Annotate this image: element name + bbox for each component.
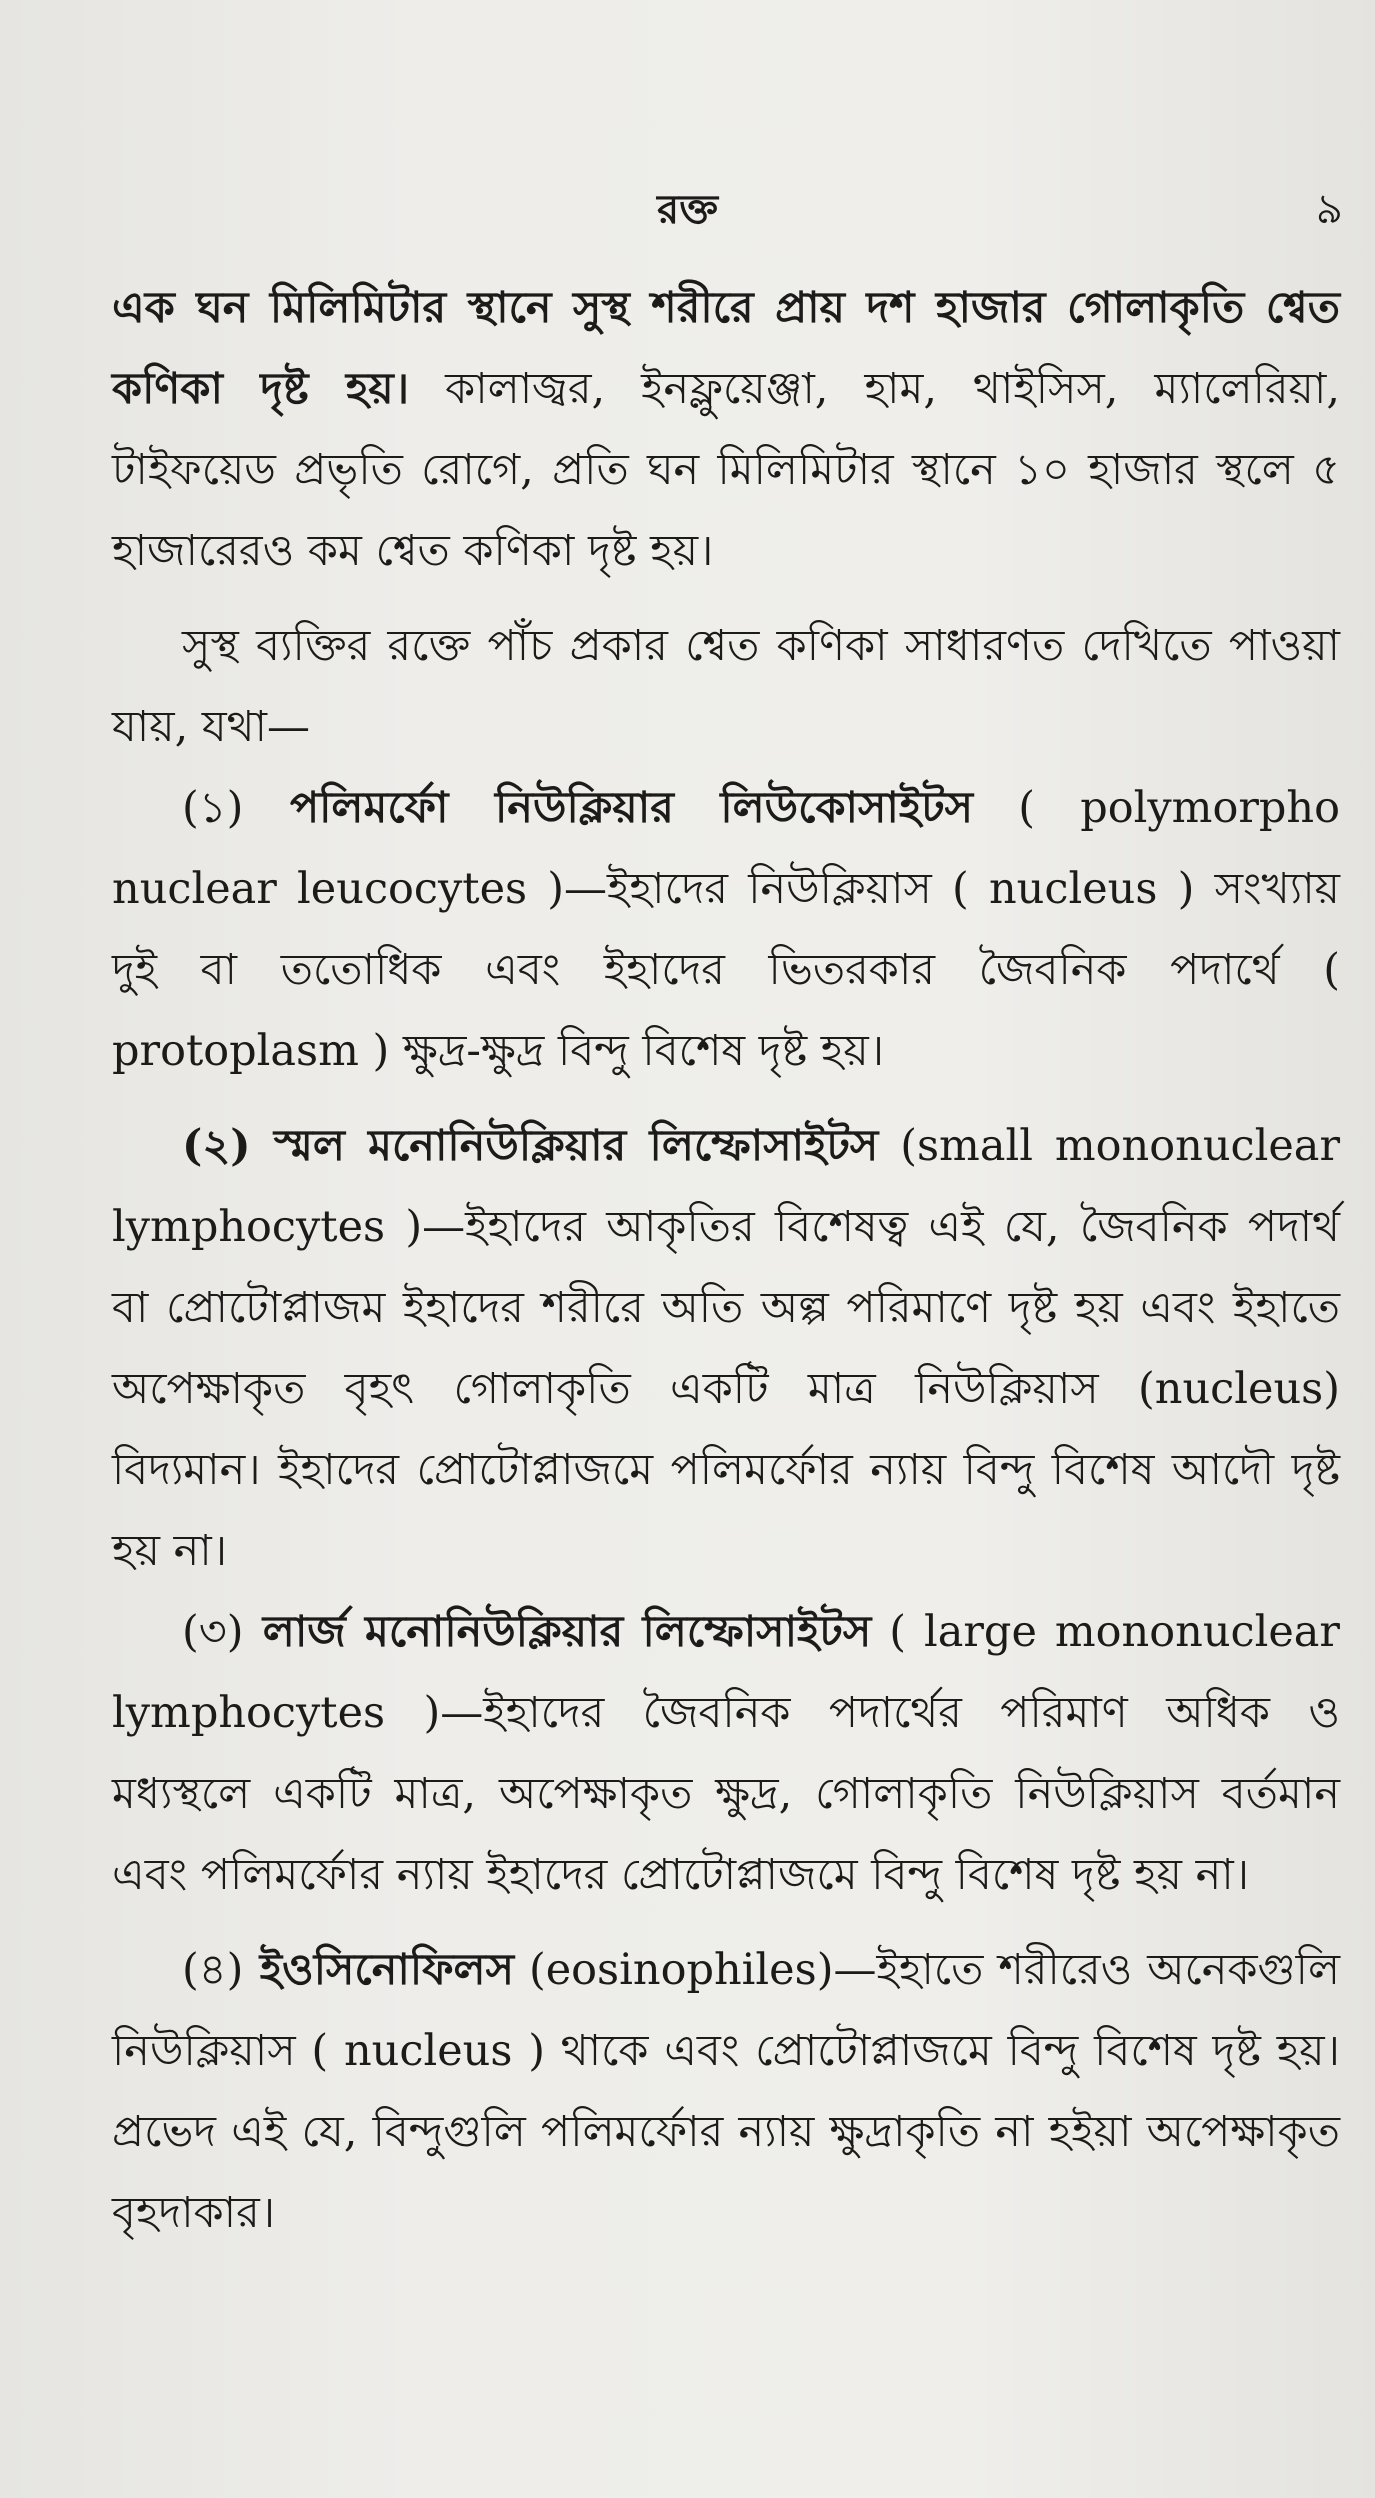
paragraph-3-number: (১)	[182, 783, 244, 833]
paragraph-4-heading: স্মল মনোনিউক্লিয়ার লিম্ফোসাইটস	[250, 1121, 879, 1171]
running-header-title: রক্ত	[657, 186, 718, 233]
paragraph-3-heading: পলিমর্ফো নিউক্লিয়ার লিউকোসাইটস	[243, 783, 974, 833]
paragraph-3	[112, 768, 1340, 1092]
page-number: ৯	[1315, 184, 1343, 233]
paragraph-5	[112, 1592, 1340, 1916]
page-body	[112, 268, 1340, 2254]
paragraph-5-heading: লার্জ মনোনিউক্লিয়ার লিম্ফোসাইটস	[243, 1607, 872, 1657]
paragraph-4-number: (২)	[182, 1121, 251, 1171]
paragraph-3-text: ( polymorpho nuclear leucocytes )—ইহাদের নিউক্লিয়াস ( nucleus ) সংখ্যায় দুই বা ততোধিক এবং ইহাদের ভিতরকার জৈবনিক পদার্থে ( protoplasm ) ক্ষুদ্র-ক্ষুদ্র বিন্দু বিশেষ দৃষ্ট হয়।	[112, 783, 1340, 1076]
paragraph-6-number: (৪)	[182, 1945, 244, 1995]
paragraph-6-heading: ইওসিনোফিলস	[243, 1945, 515, 1995]
paragraph-5-text: ( large mononuclear lymphocytes )—ইহাদের জৈবনিক পদার্থের পরিমাণ অধিক ও মধ্যস্থলে একটি মাত্র, অপেক্ষাকৃত ক্ষুদ্র, গোলাকৃতি নিউক্লিয়াস বর্তমান এবং পলিমর্ফোর ন্যায় ইহাদের প্রোটোপ্লাজমে বিন্দু বিশেষ দৃষ্ট হয় না।	[112, 1607, 1340, 1900]
paragraph-1-text: কালাজ্বর, ইনফ্লুয়েঞ্জা, হাম, থাইসিস, ম্যালেরিয়া, টাইফয়েড প্রভৃতি রোগে, প্রতি ঘন মিলিমিটার স্থানে ১০ হাজার স্থলে ৫ হাজারেরও কম শ্বেত কণিকা দৃষ্ট হয়।	[112, 364, 1340, 576]
paragraph-2	[112, 606, 1340, 768]
paragraph-4-text: (small mononuclear lymphocytes )—ইহাদের আকৃতির বিশেষত্ব এই যে, জৈবনিক পদার্থ বা প্রোটোপ্লাজম ইহাদের শরীরে অতি অল্প পরিমাণে দৃষ্ট হয় এবং ইহাতে অপেক্ষাকৃত বৃহৎ গোলাকৃতি একটি মাত্র নিউক্লিয়াস (nucleus) বিদ্যমান। ইহাদের প্রোটোপ্লাজমে পলিমর্ফোর ন্যায় বিন্দু বিশেষ আদৌ দৃষ্ট হয় না।	[112, 1121, 1340, 1576]
paragraph-1	[112, 268, 1340, 592]
paragraph-4	[112, 1106, 1340, 1592]
paragraph-1-bold: এক ঘন মিলিমিটার স্থানে সুস্থ শরীরে প্রায় দশ হাজার গোলাকৃতি শ্বেত কণিকা দৃষ্ট হয়।	[112, 283, 1340, 414]
paragraph-5-number: (৩)	[182, 1607, 244, 1657]
paragraph-6-text: (eosinophiles)—ইহাতে শরীরেও অনেকগুলি নিউক্লিয়াস ( nucleus ) থাকে এবং প্রোটোপ্লাজমে বিন্দু বিশেষ দৃষ্ট হয়। প্রভেদ এই যে, বিন্দুগুলি পলিমর্ফোর ন্যায় ক্ষুদ্রাকৃতি না হইয়া অপেক্ষাকৃত বৃহদাকার।	[112, 1945, 1341, 2238]
paragraph-6	[112, 1930, 1340, 2254]
paragraph-2-text: সুস্থ ব্যক্তির রক্তে পাঁচ প্রকার শ্বেত কণিকা সাধারণত দেখিতে পাওয়া যায়, যথা—	[112, 621, 1340, 752]
